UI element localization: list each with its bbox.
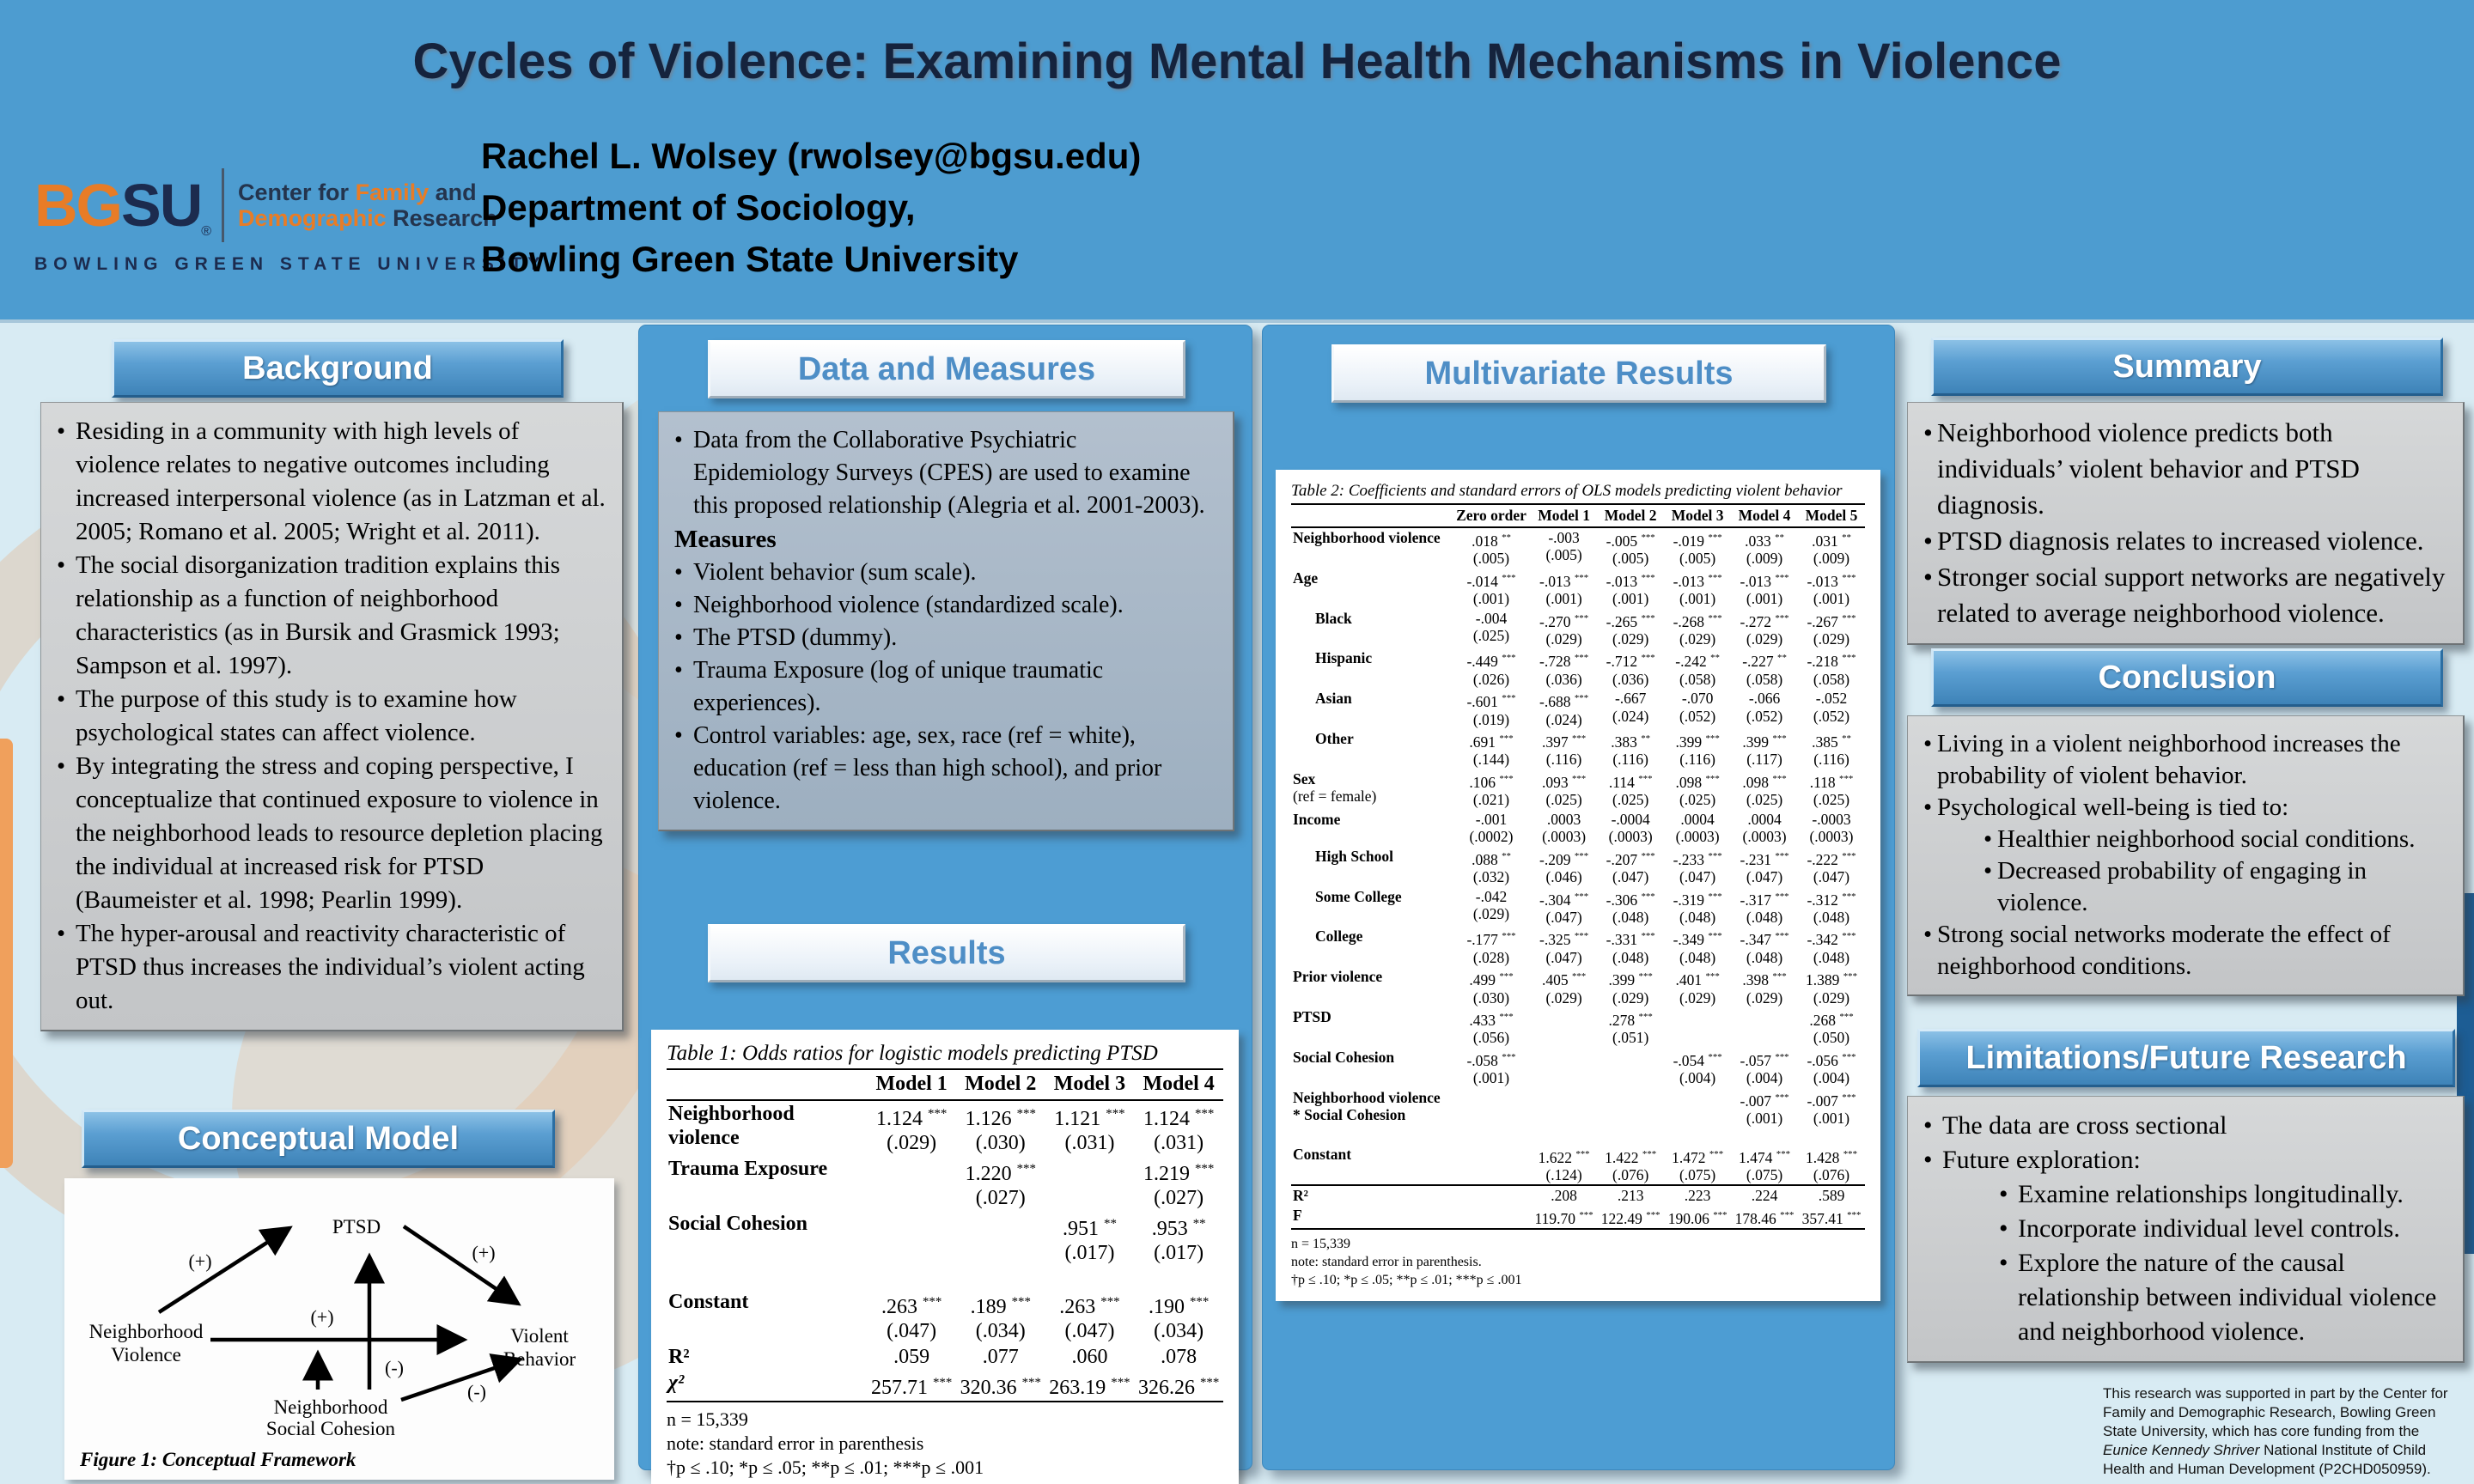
sign-nv-ptsd: (+) [188,1250,212,1272]
measures-list [674,556,1217,818]
data-measures-heading: Data and Measures [708,340,1185,398]
bullet-item: • Psychological well-being is tied to: [1923,794,2289,821]
author-block [481,131,1141,285]
bullet-item: • The PTSD (dummy). [674,624,898,651]
bullet-item: • Decreased probability of engaging in violence. [1983,857,2367,916]
background-heading: Background [112,339,564,398]
cfdr-line-1 [238,179,497,205]
table-row: Asian -.601 *** (.019) -.688 *** (.024) -.667 (.024) -.070 (.052) -.066 (.052) -.052 (.052) [1315,690,1850,728]
conceptual-model-heading: Conceptual Model [82,1110,555,1168]
arrow-nv-to-ptsd [159,1228,289,1312]
sign-ptsd-vb: (+) [472,1242,496,1263]
arrow-nsc-to-vb [401,1359,520,1400]
funding-text: This research was supported in part by the Center for Family and Demographic Research, Bowling Green State University, which has core funding from the [2103,1385,2448,1439]
summary-heading: Summary [1931,338,2443,396]
bgsu-wordmark [34,171,211,240]
node-nv-line1: Neighborhood [88,1321,204,1342]
table-row: Social Cohesion .951 ** (.017) .953 ** (.017) [668,1212,1206,1264]
table2-box [1276,470,1880,1301]
bullet-item: • Trauma Exposure (log of unique traumatic experiences). [674,657,1104,716]
table-row: Constant .263 *** (.047) .189 *** (.034) .263 *** (.047) .190 *** (.034) [668,1290,1210,1342]
node-ptsd: PTSD [332,1216,381,1238]
table-row: Prior violence .499 *** (.030) .405 *** (.029) .399 *** (.029) .401 *** (.029) .398 *** (.029) 1.389 *** (.029) [1293,968,1858,1007]
sign-nsc-vb: (-) [467,1381,486,1402]
summary-box [1907,402,2465,645]
conceptual-framework-diagram [73,1183,606,1441]
cfdr-line-2 [238,205,497,231]
bullet-item: • The purpose of this study is to examine how psychological states can affect violence. [57,685,517,746]
table-row: College -.177 *** (.028) -.325 *** (.047) -.331 *** (.048) -.349 *** (.048) -.347 *** (.048) -.342 *** (.048) [1315,928,1856,966]
logo-row [34,168,545,242]
multivariate-heading: Multivariate Results [1331,344,1826,403]
cfdr-name [238,179,497,231]
bullet-item: • Future exploration: [1923,1146,2141,1174]
university-name: BOWLING GREEN STATE UNIVERSITY [34,254,546,274]
limitations-heading: Limitations/Future Research [1917,1029,2455,1087]
bullet-item: • Strong social networks moderate the effect of neighborhood conditions. [1923,921,2391,980]
logo-divider [222,168,224,242]
bullet-item: • Neighborhood violence (standardized scale). [674,592,1124,618]
table-row: Trauma Exposure 1.220 *** (.027) 1.219 *** (.027) [668,1157,1215,1209]
table-row: Neighborhood violence 1.124 *** (.029) 1.126 *** (.030) 1.121 *** (.031) 1.124 *** (.031) [668,1102,1215,1154]
node-vb-line2: Behavior [503,1348,576,1370]
figure-caption: Figure 1: Conceptual Framework [80,1449,356,1470]
cfdr-demographic: Demographic [238,205,387,231]
table-row: Some College -.042 (.029) -.304 *** (.047) -.306 *** (.048) -.319 *** (.048) -.317 *** (.048) -.312 *** (.048) [1315,887,1856,926]
table-row: Social Cohesion -.058 *** (.001) -.054 *** (.004) -.057 *** (.004) -.056 *** (.004) [1293,1048,1856,1087]
table-row: Constant 1.622 *** (.124) 1.422 *** (.076) 1.472 *** (.075) 1.474 *** (.075) 1.428 *** (.076) [1293,1145,1858,1183]
table-row: Black -.004 (.025) -.270 *** (.029) -.265 *** (.029) -.268 *** (.029) -.272 *** (.029) -.267 *** (.029) [1315,609,1856,648]
cfdr-research: Research [386,205,497,231]
bullet-item: • Explore the nature of the causal relationship between individual violence and neighborhood violence. [1999,1249,2437,1346]
bullet-item: • Residing in a community with high levels of violence relates to negative outcomes including increased interpersonal violence (as in Latzman et al. 2005; Romano et al. 2005; Wright et al. 2011). [57,417,606,545]
author-department: Department of Sociology, [481,187,916,228]
table-row: Hispanic -.449 *** (.026) -.728 *** (.036) -.712 *** (.036) -.242 ** (.058) -.227 ** (.058) -.218 *** (.058) [1315,649,1856,688]
cfdr-and: and [429,179,477,205]
table-row: PTSD .433 *** (.056) .278 *** (.051) .268 *** (.050) [1293,1008,1854,1047]
table-row: Age -.014 *** (.001) -.013 *** (.001) -.013 *** (.001) -.013 *** (.001) -.013 *** (.001) -.013 *** (.001) [1293,569,1856,608]
bullet-item: • Incorporate individual level controls. [1999,1214,2400,1243]
results-heading: Results [708,924,1185,982]
node-vb-line1: Violent [510,1325,569,1347]
data-measures-intro [674,424,1217,522]
data-measures-box [658,411,1234,831]
table-row: Income -.001 (.0002) .0003 (.0003) -.0004 (.0003) .0004 (.0003) .0004 (.0003) -.0003 (.0003) [1293,810,1854,846]
bullet-item: • Control variables: age, sex, race (ref = white), education (ref = less than high school), and prior violence. [674,722,1162,814]
multivariate-panel [1262,325,1895,1470]
poster-title: Cycles of Violence: Examining Mental Health Mechanisms in Violence [412,33,2062,89]
decorative-orange-strip [0,739,13,1168]
measures-label: Measures [674,526,777,553]
author-university: Bowling Green State University [481,239,1019,279]
table2-title: Table 2: Coefficients and standard errors of OLS models predicting violent behavior [1291,482,1865,505]
bullet-item: • The social disorganization tradition explains this relationship as a function of neighborhood characteristics (as in Bursik and Grasmick 1993; Sampson et al. 1997). [57,551,561,679]
bgsu-bg-letters: BG [34,172,121,239]
funding-text-end: National Institute of Child Health and Human Development (P2CHD050959). [2103,1442,2431,1477]
bullet-item: • By integrating the stress and coping perspective, I conceptualize that continued exposure to violence in the neighborhood leads to resource depletion placing the individual at increased risk for PTSD (Baumeister et al. 1998; Pearlin 1999). [57,752,603,914]
registered-mark-icon: ® [201,224,212,239]
header-banner [0,0,2474,323]
bullet-item: • PTSD diagnosis relates to increased violence. [1923,526,2424,556]
funding-italic: Eunice Kennedy Shriver [2103,1442,2260,1458]
stats-table: Zero order Model 1 Model 2 Model 3 Model 4 Model 5 Neighborhood violence .018 ** (.005) -.003 (.005) -.005 *** (.005) -.019 *** (.005) .033 ** (.009) .031 ** (.009) Age -.014 *** (.001) -.013 *** (.001) -.013 *** (.001) -.013 *** (.001) -.013 *** (.001) -.013 *** (.001) Black -.004 (.025) -.270 *** (.029) -.265 *** (.029) -.268 *** (.029) -.272 *** (.029) -.267 *** (.029) Hispanic -.449 *** (.026) -.728 *** (.036) -.712 *** (.036) -.242 ** (.058) -.227 ** (.058) -.218 *** (.058) Asian -.601 *** (.019) -.688 *** (.024) -.667 (.024) -.070 (.052) -.066 (.052) -.052 (.052) Other .691 *** (.144) .397 *** (.116) .383 ** (.116) .399 *** (.116) .399 *** (.117) .385 ** (.116) Sex (ref = female) .106 *** (.021) .093 *** (.025) .114 *** (.025) .098 *** (.025) .098 *** (.025) .118 *** (.025) Income -.001 (.0002) .0003 (.0003) -.0004 (.0003) .0004 (.0003) .0004 (.0003) -.0003 (.0003) High School .088 ** (.032) -.209 *** (.046) -.207 *** (.047) -.233 *** (.047) -.231 *** (.047) -.222 *** (.047) Some College -.042 (.029) -.304 *** (.047) -.306 *** (.048) -.319 *** (.048) -.317 *** (.048) -.312 *** (.048) College -.177 *** (.028) -.325 *** (.047) -.331 *** (.048) -.349 *** (.048) -.347 *** (.048) -.342 *** (.048) Prior violence .499 *** (.030) .405 *** (.029) .399 *** (.029) .401 *** (.029) .398 *** (.029) 1.389 *** (.029) PTSD .433 *** (.056) .278 *** (.051) .268 *** (.050) Social Cohesion -.058 *** (.001) -.054 *** (.004) -.057 *** (.004) -.056 *** (.004) Neighborhood violence * Social Cohesion -.007 *** (.001) -.007 *** (.001) Constant 1.622 *** (.124) 1.422 *** (.076) 1.472 *** (.075) 1.474 *** (.075) 1.428 *** (.076) R² .208 .213 .223 .224 .589 F 119.70 *** 122.49 *** 190.06 *** 178.46 *** 357.41 *** [1291,505,1865,1230]
bullet-item: • The hyper-arousal and reactivity characteristic of PTSD thus increases the individual’s violent acting out. [57,920,585,1014]
bgsu-cfdr-logo [34,168,545,275]
conceptual-model-figure [64,1178,614,1480]
conclusion-heading: Conclusion [1931,648,2443,707]
bullet-item: • Living in a violent neighborhood increases the probability of violent behavior. [1923,730,2401,789]
node-nv-line2: Violence [111,1344,181,1365]
table-stat-row: F 119.70 *** 122.49 *** 190.06 *** 178.46 *** 357.41 *** [1291,1206,1865,1229]
funding-acknowledgment [2103,1384,2467,1479]
cfdr-family: Family [355,179,430,205]
table-notes: n = 15,339 note: standard error in parenthesis. †p ≤ .10; *p ≤ .05; **p ≤ .01; ***p ≤ .001 [1291,1237,1522,1288]
background-box [40,402,624,1031]
sign-nsc-ptsd: (-) [385,1357,404,1378]
bullet-item: • Violent behavior (sum scale). [674,559,977,586]
table-stat-row: χ² 257.71 *** 320.36 *** 263.19 *** 326.26 *** [667,1370,1223,1402]
table-stat-row: R² .059 .077 .060 .078 [668,1345,1197,1368]
table2 [1291,505,1865,1289]
bullet-item: • Neighborhood violence predicts both individuals’ violent behavior and PTSD diagnosis. [1923,417,2360,520]
table-row: High School .088 ** (.032) -.209 *** (.046) -.207 *** (.047) -.233 *** (.047) -.231 *** (.047) -.222 *** (.047) [1315,847,1856,886]
table-row: Neighborhood violence .018 ** (.005) -.003 (.005) -.005 *** (.005) -.019 *** (.005) .033 ** (.009) .031 ** (.009) [1293,528,1851,568]
bullet-item: • Examine relationships longitudinally. [1999,1180,2404,1208]
node-nsc-line2: Social Cohesion [265,1418,396,1439]
sign-nv-vb: (+) [310,1306,334,1328]
bullet-item: • Stronger social support networks are negatively related to average neighborhood violence. [1923,562,2446,628]
table1-title: Table 1: Odds ratios for logistic models predicting PTSD [667,1042,1223,1070]
conclusion-box [1907,715,2465,996]
cfdr-text: Center for [238,179,356,205]
stats-table: Model 1 Model 2 Model 3 Model 4 Neighborhood violence 1.124 *** (.029) 1.126 *** (.030) 1.121 *** (.031) 1.124 *** (.031) Trauma Exposure 1.220 *** (.027) 1.219 *** (.027) Social Cohesion .951 ** (.017) .953 ** (.017) Constant .263 *** (.047) .189 *** (.034) .263 *** (.047) .190 *** (.034) R² .059 .077 .060 .078 χ² 257.71 *** 320.36 *** 263.19 *** 326.26 *** [667,1070,1223,1402]
limitations-box [1907,1096,2465,1363]
table-row: Sex (ref = female) .106 *** (.021) .093 *** (.025) .114 *** (.025) .098 *** (.025) .098 *** (.025) .118 *** (.025) [1293,769,1854,809]
bgsu-su-letters: SU [121,172,202,239]
table-notes: n = 15,339 note: standard error in parenthesis †p ≤ .10; *p ≤ .05; **p ≤ .01; ***p ≤ .001 [667,1408,984,1478]
table1 [667,1070,1223,1480]
table1-box [651,1030,1239,1484]
table-row: Other .691 *** (.144) .397 *** (.116) .383 ** (.116) .399 *** (.116) .399 *** (.117) .385 ** (.116) [1315,730,1851,769]
bullet-item: • Data from the Collaborative Psychiatric Epidemiology Surveys (CPES) are used to examine this proposed relationship (Alegria et al. 2001-2003). [674,427,1205,519]
arrow-ptsd-to-vb [404,1226,518,1304]
table-stat-row: R² .208 .213 .223 .224 .589 [1291,1185,1865,1206]
table-row: Neighborhood violence * Social Cohesion -.007 *** (.001) -.007 *** (.001) [1293,1088,1856,1127]
bullet-item: • Healthier neighborhood social conditions. [1983,825,2416,853]
data-measures-panel [638,325,1252,1478]
bullet-item: • The data are cross sectional [1923,1111,2227,1140]
node-nsc-line1: Neighborhood [273,1396,388,1418]
author-name: Rachel L. Wolsey (rwolsey@bgsu.edu) [481,136,1142,176]
